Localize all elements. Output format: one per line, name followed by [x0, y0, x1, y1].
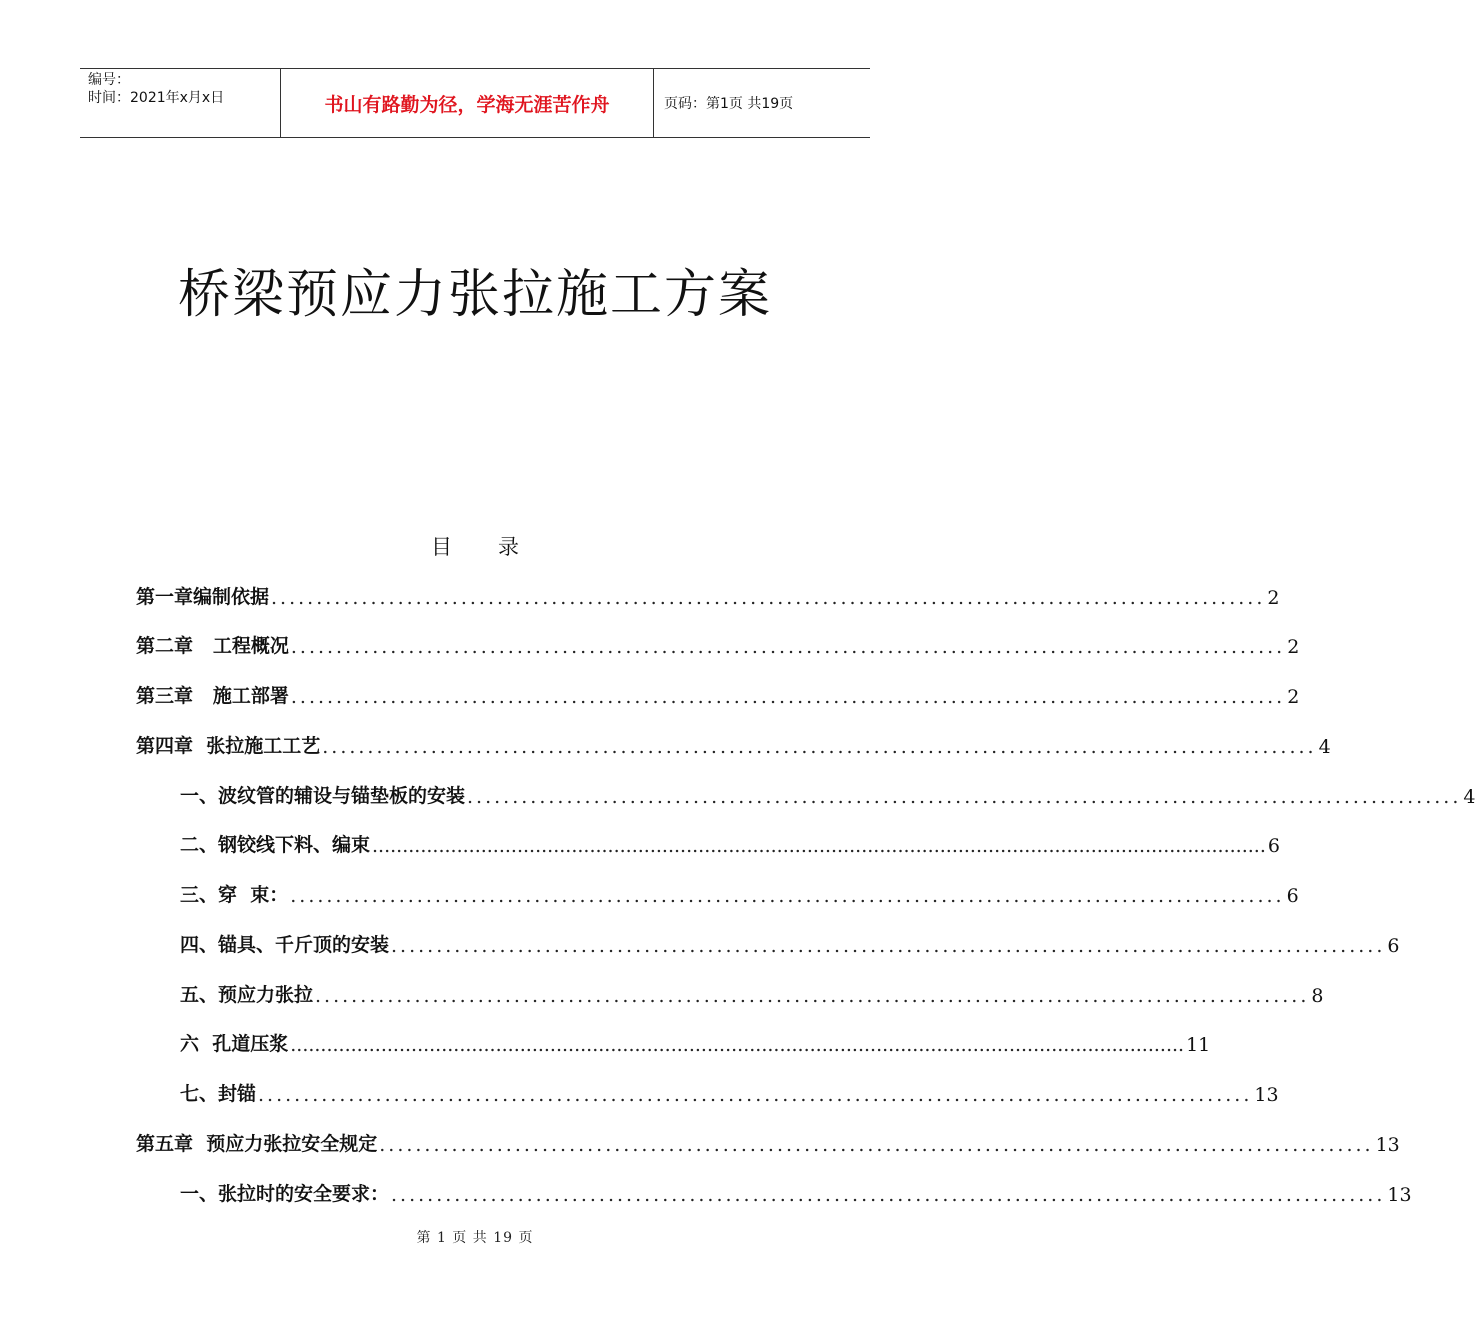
- toc-leader-dots: ....................................................................................................................................................: [372, 835, 1266, 857]
- toc-leader-dots: ..............................................................................................................: [379, 1134, 1374, 1156]
- toc-entry-label: 四、锚具、千斤顶的安装: [180, 934, 390, 956]
- toc-entry-page: 6: [1286, 885, 1299, 907]
- toc-leader-dots: ..............................................................................................................: [322, 736, 1317, 758]
- toc-entry[interactable]: [136, 728, 1331, 758]
- toc-leader-dots: ....................................................................................................................................................: [290, 1034, 1185, 1056]
- toc-entry-page: 2: [1287, 686, 1300, 708]
- toc-entry-label: 第二章 工程概况: [136, 635, 289, 657]
- toc-entry[interactable]: [180, 927, 1400, 957]
- toc-entry[interactable]: [180, 1076, 1279, 1106]
- toc-entry[interactable]: [136, 678, 1300, 708]
- document-time-label: 时间：2021年x月x日: [88, 90, 225, 106]
- toc-entry-page: 13: [1254, 1084, 1279, 1106]
- toc-leader-dots: ..............................................................................................................: [391, 935, 1386, 957]
- header-motto: 书山有路勤为径，学海无涯苦作舟: [281, 69, 654, 137]
- document-number-label: 编号：: [88, 72, 130, 88]
- toc-leader-dots: ..............................................................................................................: [391, 1184, 1386, 1206]
- page-header-table: [80, 68, 870, 138]
- toc-leader-dots: ..............................................................................................................: [467, 786, 1462, 808]
- toc-heading: 目录: [431, 535, 565, 559]
- toc-entry-page: 13: [1375, 1134, 1400, 1156]
- toc-entry[interactable]: [180, 877, 1299, 907]
- toc-entry[interactable]: [180, 1026, 1211, 1056]
- toc-entry-label: 一、张拉时的安全要求：: [180, 1183, 390, 1205]
- toc-entry-label: 七、封锚: [180, 1083, 257, 1105]
- toc-leader-dots: ..............................................................................................................: [315, 985, 1310, 1007]
- toc-entry-label: 第三章 施工部署: [136, 685, 289, 707]
- header-meta-cell: [80, 69, 281, 137]
- toc-entry-page: 11: [1186, 1034, 1211, 1056]
- toc-leader-dots: ..............................................................................................................: [290, 636, 1286, 658]
- toc-entry-label: 五、预应力张拉: [180, 984, 314, 1006]
- toc-entry-label: 第一章编制依据: [136, 586, 270, 608]
- toc-leader-dots: ..............................................................................................................: [258, 1084, 1253, 1106]
- toc-entry[interactable]: [136, 628, 1300, 658]
- toc-leader-dots: ..............................................................................................................: [290, 686, 1286, 708]
- document-title: 桥梁预应力张拉施工方案: [177, 265, 772, 325]
- toc-entry-label: 二、钢铰线下料、编束: [180, 834, 371, 856]
- toc-entry[interactable]: [136, 579, 1280, 609]
- toc-entry-page: 4: [1463, 786, 1475, 808]
- toc-entry-page: 6: [1387, 935, 1400, 957]
- toc-entry[interactable]: [180, 977, 1324, 1007]
- toc-entry[interactable]: [180, 778, 1475, 808]
- toc-entry-label: 第四章 张拉施工工艺: [136, 735, 321, 757]
- toc-entry-label: 六 孔道压浆: [180, 1033, 289, 1055]
- toc-entry-label: 三、穿 束：: [180, 884, 289, 906]
- toc-entry-page: 2: [1267, 587, 1280, 609]
- header-page-info: 页码：第1页 共19页: [664, 96, 794, 112]
- toc-entry-page: 2: [1287, 636, 1300, 658]
- toc-entry[interactable]: [180, 1176, 1412, 1206]
- toc-entry[interactable]: [136, 1126, 1400, 1156]
- toc-entry-page: 8: [1311, 985, 1324, 1007]
- toc-entry-page: 6: [1267, 835, 1280, 857]
- page-footer: 第 1 页 共 19 页: [416, 1230, 534, 1246]
- toc-leader-dots: ..............................................................................................................: [290, 885, 1285, 907]
- toc-entry-page: 13: [1387, 1184, 1412, 1206]
- toc-leader-dots: ..............................................................................................................: [271, 587, 1266, 609]
- toc-entry-page: 4: [1318, 736, 1331, 758]
- toc-entry-label: 第五章 预应力张拉安全规定: [136, 1133, 378, 1155]
- toc-entry[interactable]: [180, 827, 1280, 857]
- toc-entry-label: 一、波纹管的辅设与锚垫板的安装: [180, 785, 466, 807]
